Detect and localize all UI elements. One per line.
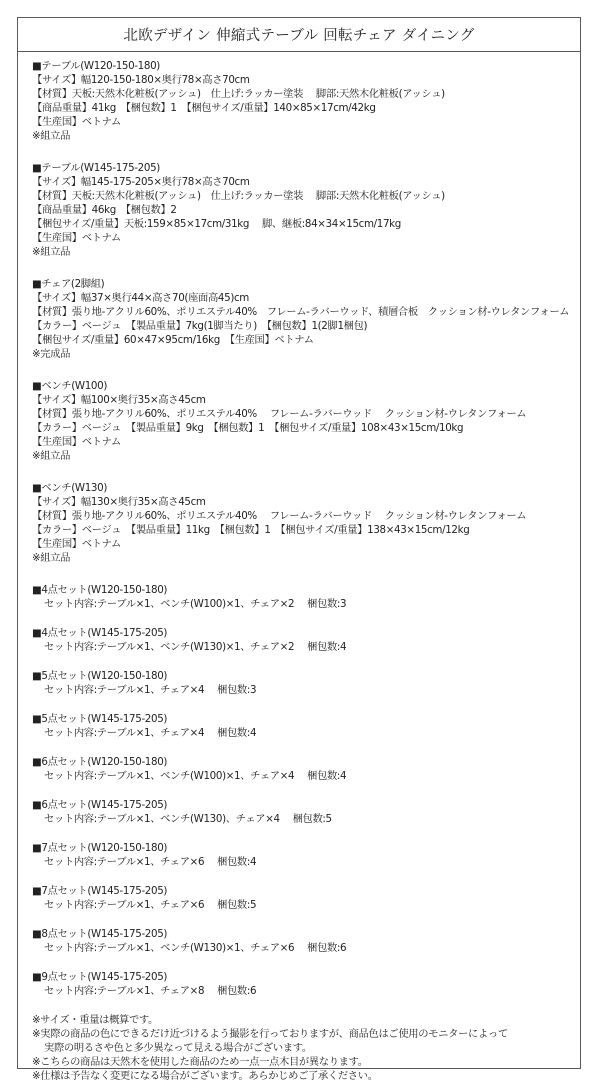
set-content: セット内容:テーブル×1、チェア×6 梱包数:4 (44, 856, 257, 868)
set-block (32, 669, 580, 697)
product-heading: ■ベンチ(W100) (32, 380, 107, 392)
set-block (32, 712, 580, 740)
spec-line: 【生産国】ベトナム (32, 116, 122, 128)
set-heading: ■5点セット(W145-175-205) (32, 713, 168, 725)
set-heading: ■6点セット(W120-150-180) (32, 756, 168, 768)
product-heading: ■チェア(2脚組) (32, 278, 105, 290)
set-heading: ■5点セット(W120-150-180) (32, 670, 168, 682)
set-heading: ■6点セット(W145-175-205) (32, 799, 168, 811)
product-block (32, 161, 580, 259)
spec-line: 【サイズ】幅100×奥行35×高さ45cm (32, 394, 206, 406)
product-block (32, 379, 580, 463)
spec-line: 【生産国】ベトナム (32, 232, 122, 244)
spec-line: 【カラー】ベージュ 【製品重量】7kg(1脚当たり) 【梱包数】1(2脚1梱包) (32, 320, 368, 332)
set-heading: ■4点セット(W145-175-205) (32, 627, 168, 639)
product-heading: ■テーブル(W145-175-205) (32, 162, 160, 174)
set-content: セット内容:テーブル×1、チェア×4 梱包数:3 (44, 684, 257, 696)
spec-line: 【カラー】ベージュ 【製品重量】9kg 【梱包数】1 【梱包サイズ/重量】108×43×15cm/10kg (32, 422, 464, 434)
set-block (32, 626, 580, 654)
product-heading: ■テーブル(W120-150-180) (32, 60, 160, 72)
spec-line: 【サイズ】幅120-150-180×奥行78×高さ70cm (32, 74, 250, 86)
set-block (32, 583, 580, 611)
set-content: セット内容:テーブル×1、チェア×4 梱包数:4 (44, 727, 257, 739)
spec-line: 【生産国】ベトナム (32, 538, 122, 550)
spec-line: 【生産国】ベトナム (32, 436, 122, 448)
set-content: セット内容:テーブル×1、ベンチ(W130)×1、チェア×2 梱包数:4 (44, 641, 347, 653)
spec-line: 【サイズ】幅130×奥行35×高さ45cm (32, 496, 206, 508)
spec-line: ※組立品 (32, 552, 71, 564)
set-content: セット内容:テーブル×1、ベンチ(W130)、チェア×4 梱包数:5 (44, 813, 332, 825)
spec-line: 【材質】天板:天然木化粧板(アッシュ) 仕上げ:ラッカー塗装 脚部:天然木化粧板(アッシュ) (32, 190, 445, 202)
set-block (32, 927, 580, 955)
spec-line: 【サイズ】幅145-175-205×奥行78×高さ70cm (32, 176, 250, 188)
spec-line: 【材質】天板:天然木化粧板(アッシュ) 仕上げ:ラッカー塗装 脚部:天然木化粧板(アッシュ) (32, 88, 445, 100)
product-heading: ■ベンチ(W130) (32, 482, 107, 494)
spec-line: ※組立品 (32, 246, 71, 258)
set-content: セット内容:テーブル×1、ベンチ(W100)×1、チェア×2 梱包数:3 (44, 598, 347, 610)
page-title: 北欧デザイン 伸縮式テーブル 回転チェア ダイニング (18, 18, 580, 52)
note-line: 実際の明るさや色と多少異なって見える場合がございます。 (44, 1042, 312, 1054)
spec-line: 【材質】張り地-アクリル60%、ポリエステル40% フレーム-ラバーウッド クッション材-ウレタンフォーム (32, 510, 527, 522)
spec-line: 【商品重量】46kg 【梱包数】2 (32, 204, 177, 216)
set-block (32, 841, 580, 869)
set-block (32, 798, 580, 826)
note-line: ※サイズ・重量は概算です。 (32, 1014, 158, 1026)
spec-sheet (17, 17, 581, 1082)
spec-line: 【サイズ】幅37×奥行44×高さ70(座面高45)cm (32, 292, 249, 304)
spec-line: ※完成品 (32, 348, 71, 360)
spec-line: ※組立品 (32, 130, 71, 142)
spec-line: ※組立品 (32, 450, 71, 462)
spec-content (18, 52, 580, 1083)
set-content: セット内容:テーブル×1、チェア×6 梱包数:5 (44, 899, 257, 911)
set-heading: ■9点セット(W145-175-205) (32, 971, 168, 983)
note-line: ※実際の商品の色にできるだけ近づけるよう撮影を行っておりますが、商品色はご使用のモニターによって (32, 1028, 508, 1040)
product-block (32, 277, 580, 361)
set-heading: ■8点セット(W145-175-205) (32, 928, 168, 940)
set-content: セット内容:テーブル×1、ベンチ(W130)×1、チェア×6 梱包数:6 (44, 942, 347, 954)
set-heading: ■7点セット(W120-150-180) (32, 842, 168, 854)
spec-line: 【材質】張り地-アクリル60%、ポリエステル40% フレーム-ラバーウッド、積層合板 クッション材-ウレタンフォーム (32, 306, 570, 318)
set-content: セット内容:テーブル×1、チェア×8 梱包数:6 (44, 985, 257, 997)
note-line: ※こちらの商品は天然木を使用した商品のため一点一点木目が異なります。 (32, 1056, 368, 1068)
set-heading: ■4点セット(W120-150-180) (32, 584, 168, 596)
product-block (32, 481, 580, 565)
spec-line: 【商品重量】41kg 【梱包数】1 【梱包サイズ/重量】140×85×17cm/42kg (32, 102, 376, 114)
spec-line: 【カラー】ベージュ 【製品重量】11kg 【梱包数】1 【梱包サイズ/重量】138×43×15cm/12kg (32, 524, 470, 536)
set-block (32, 970, 580, 998)
product-block (32, 59, 580, 143)
note-line: ※仕様は予告なく変更になる場合がございます。あらかじめご了承ください。 (32, 1070, 378, 1082)
spec-line: 【梱包サイズ/重量】天板:159×85×17cm/31kg 脚、継板:84×34×15cm/17kg (32, 218, 401, 230)
spec-line: 【材質】張り地-アクリル60%、ポリエステル40% フレーム-ラバーウッド クッション材-ウレタンフォーム (32, 408, 527, 420)
set-content: セット内容:テーブル×1、ベンチ(W100)×1、チェア×4 梱包数:4 (44, 770, 347, 782)
set-block (32, 755, 580, 783)
notes-block (32, 1013, 580, 1083)
spec-line: 【梱包サイズ/重量】60×47×95cm/16kg 【生産国】ベトナム (32, 334, 314, 346)
set-block (32, 884, 580, 912)
set-heading: ■7点セット(W145-175-205) (32, 885, 168, 897)
